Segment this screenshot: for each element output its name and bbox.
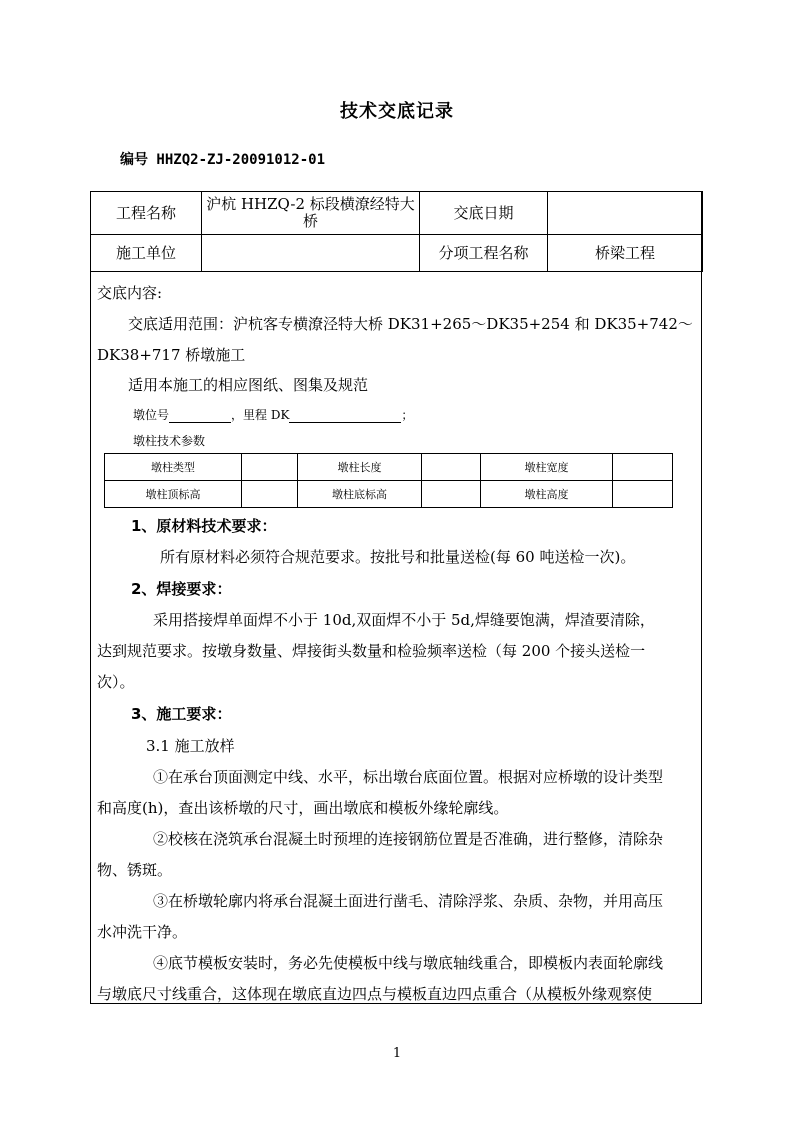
scope-line-2: DK38+717 桥墩施工 (97, 346, 246, 364)
pier-no-label: 墩位号 (133, 408, 170, 422)
date-value (548, 192, 703, 235)
mileage-field[interactable] (289, 406, 401, 423)
pier-bottom-elev-label: 墩柱底标高 (298, 481, 422, 508)
section-2-line-1: 采用搭接焊单面焊不小于 10d,双面焊不小于 5d,焊缝要饱满，焊渣要清除， (153, 611, 655, 629)
section-3-1-title: 3.1 施工放样 (146, 737, 235, 755)
document-title: 技术交底记录 (340, 101, 454, 122)
pier-mileage-line (133, 406, 413, 423)
pier-length-label: 墩柱长度 (298, 454, 422, 481)
item-3-line-2: 水冲洗干净。 (97, 923, 188, 941)
section-2-title: 2、焊接要求： (131, 580, 232, 598)
pier-bottom-elev-value[interactable] (422, 481, 481, 508)
project-name-value: 沪杭 HHZQ-2 标段横潦经特大桥 (202, 192, 420, 235)
project-name-label: 工程名称 (91, 192, 202, 235)
section-1-paragraph: 所有原材料必须符合规范要求。按批号和批量送检(每 60 吨送检一次)。 (160, 548, 636, 566)
content-label: 交底内容: (97, 284, 163, 302)
item-4-line-2: 与墩底尺寸线重合，这体现在墩底直边四点与模板直边四点重合（从模板外缘观察使 (97, 985, 653, 1003)
unit-label: 施工单位 (91, 235, 202, 272)
param-title: 墩柱技术参数 (133, 434, 206, 448)
pier-type-value[interactable] (242, 454, 298, 481)
pier-top-elev-label: 墩柱顶标高 (105, 481, 242, 508)
pier-no-field[interactable] (169, 406, 231, 423)
pier-top-elev-value[interactable] (242, 481, 298, 508)
section-2-line-2: 达到规范要求。按墩身数量、焊接街头数量和检验频率送检（每 200 个接头送检一 (97, 642, 646, 660)
scope-line-1: 交底适用范围：沪杭客专横潦泾特大桥 DK31+265～DK35+254 和 DK35+742～ (128, 315, 693, 333)
section-3-title: 3、施工要求： (131, 705, 232, 723)
pier-width-label: 墩柱宽度 (481, 454, 613, 481)
item-4-line-1: ④底节模板安装时，务必先使模板中线与墩底轴线重合，即模板内表面轮廓线 (153, 954, 664, 972)
unit-value (202, 235, 420, 272)
subitem-label: 分项工程名称 (420, 235, 548, 272)
item-3-line-1: ③在桥墩轮廓内将承台混凝土面进行凿毛、清除浮浆、杂质、杂物，并用高压 (153, 892, 664, 910)
pier-type-label: 墩柱类型 (105, 454, 242, 481)
page-number: 1 (392, 1046, 402, 1061)
semicolon: ； (401, 408, 414, 422)
pier-height-label: 墩柱高度 (481, 481, 613, 508)
subitem-value: 桥梁工程 (548, 235, 703, 272)
pier-param-table (104, 453, 673, 508)
item-2-line-2: 物、锈斑。 (97, 861, 173, 879)
item-2-line-1: ②校核在浇筑承台混凝土时预埋的连接钢筋位置是否准确，进行整修，清除杂 (153, 830, 664, 848)
date-label: 交底日期 (420, 192, 548, 235)
pier-length-value[interactable] (422, 454, 481, 481)
section-2-line-3: 次）。 (97, 673, 135, 691)
item-1-line-1: ①在承台顶面测定中线、水平，标出墩台底面位置。根据对应桥墩的设计类型 (153, 768, 664, 786)
pier-height-value[interactable] (613, 481, 673, 508)
applicable-docs: 适用本施工的相应图纸、图集及规范 (128, 376, 369, 394)
document-number: 编号 HHZQ2-ZJ-20091012-01 (120, 152, 326, 168)
section-1-title: 1、原材料技术要求： (131, 517, 277, 535)
pier-width-value[interactable] (613, 454, 673, 481)
item-1-line-2: 和高度(h)，查出该桥墩的尺寸，画出墩底和模板外缘轮廓线。 (97, 799, 509, 817)
header-table (90, 191, 703, 272)
mileage-label: ，里程 DK (231, 408, 290, 422)
